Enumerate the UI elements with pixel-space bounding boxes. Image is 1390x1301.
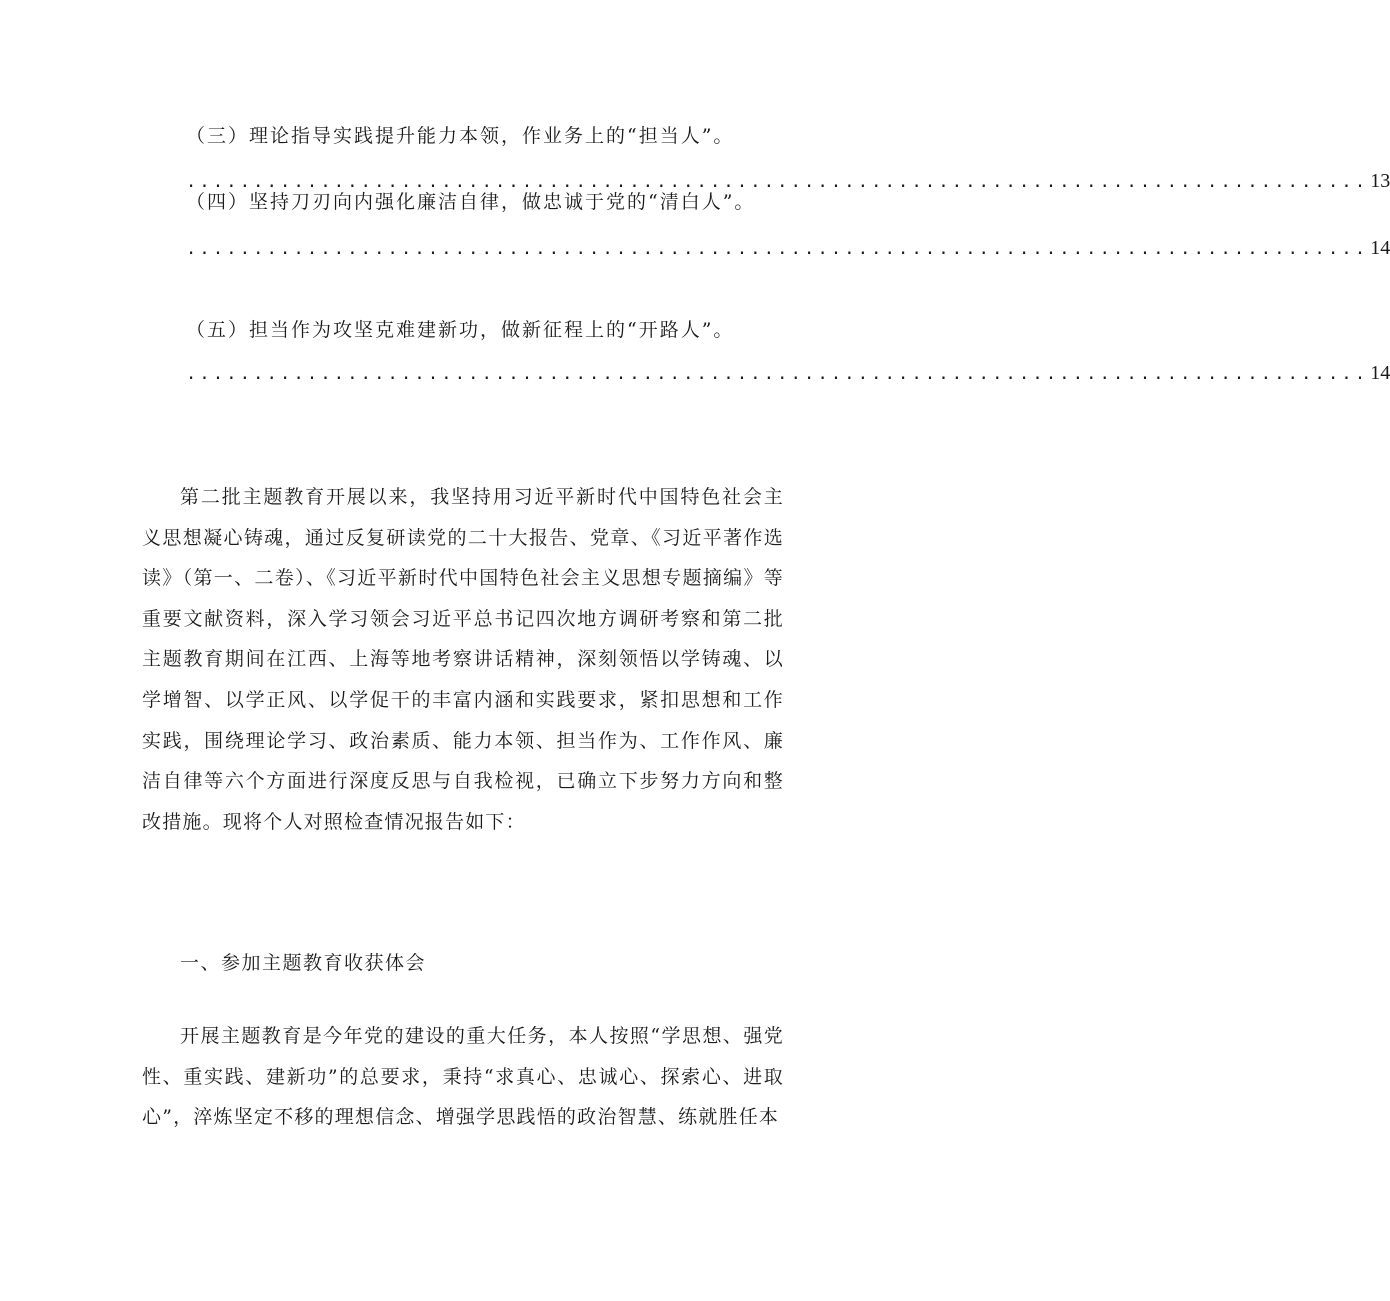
section-paragraph: 开展主题教育是今年党的建设的重大任务，本人按照“学思想、强党性、重实践、建新功”的总要求，秉持“求真心、忠诚心、探索心、进取心”，淬炼坚定不移的理想信念、增强学思践悟的政治智慧、练就胜任本 (142, 1025, 784, 1129)
toc-entry-leader (186, 362, 1390, 385)
toc-entry-title: （三）理论指导实践提升能力本领，作业务上的“担当人”。 (186, 125, 735, 147)
toc-dot-leader: ........................................................................................ (186, 239, 1369, 259)
toc-page-number: 13 (1370, 170, 1390, 192)
section-heading: 一、参加主题教育收获体会 (180, 952, 427, 974)
intro-paragraph: 第二批主题教育开展以来，我坚持用习近平新时代中国特色社会主义思想凝心铸魂，通过反复研读党的二十大报告、党章、《习近平著作选读》（第一、二卷）、《习近平新时代中国特色社会主义思想专题摘编》等重要文献资料，深入学习领会习近平总书记四次地方调研考察和第二批主题教育期间在江西、上海等地考察讲话精神，深刻领悟以学铸魂、以学增智、以学正风、以学促干的丰富内涵和实践要求，紧扣思想和工作实践，围绕理论学习、政治素质、能力本领、担当作为、工作作风、廉洁自律等六个方面进行深度反思与自我检视，已确立下步努力方向和整改措施。现将个人对照检查情况报告如下： (142, 486, 784, 833)
toc-entry-title: （五）担当作为攻坚克难建新功，做新征程上的“开路人”。 (186, 319, 735, 341)
toc-entry-title: （四）坚持刀刃向内强化廉洁自律，做忠诚于党的“清白人”。 (186, 191, 756, 213)
toc-page-number: 14 (1370, 362, 1390, 384)
intro-paragraph-block (142, 477, 784, 842)
toc-entry-leader (186, 237, 1390, 260)
toc-dot-leader: ........................................................................................ (186, 364, 1369, 384)
section-paragraph-block (142, 1016, 784, 1138)
toc-page-number: 14 (1370, 237, 1390, 259)
toc-dot-leader: ........................................................................................ (186, 172, 1369, 192)
